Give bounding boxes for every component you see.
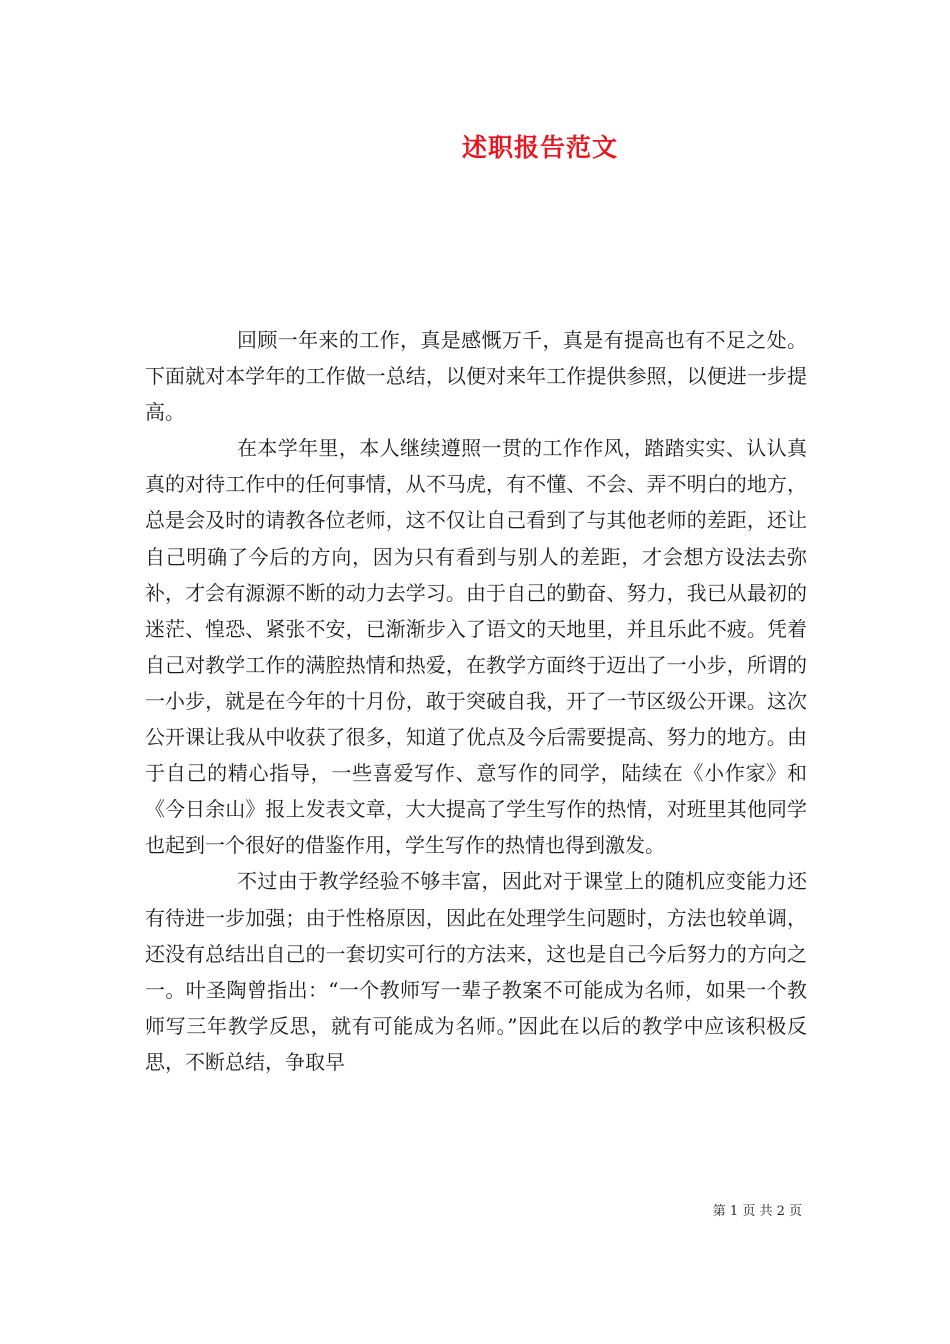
document-body	[145, 322, 807, 1080]
document-title: 述职报告范文	[461, 133, 618, 162]
paragraph-3: 不过由于教学经验不够丰富，因此对于课堂上的随机应变能力还有待进一步加强；由于性格原因，因此在处理学生问题时，方法也较单调，还没有总结出自己的一套切实可行的方法来，这也是自己今后努力的方向之一。叶圣陶曾指出：“一个教师写一辈子教案不可能成为名师，如果一个教师写三年教学反思，就有可能成为名师。”因此在以后的教学中应该积极反思，不断总结，争取早	[145, 869, 807, 1074]
page-number-footer: 第 1 页 共 2 页	[712, 1204, 802, 1219]
paragraph-1: 回顾一年来的工作，真是感慨万千，真是有提高也有不足之处。下面就对本学年的工作做一总结，以便对来年工作提供参照，以便进一步提高。	[145, 328, 807, 425]
paragraph-2: 在本学年里，本人继续遵照一贯的工作作风，踏踏实实、认认真真的对待工作中的任何事情，从不马虎，有不懂、不会、弄不明白的地方，总是会及时的请教各位老师，这不仅让自己看到了与其他老师的差距，还让自己明确了今后的方向，因为只有看到与别人的差距，才会想方设法去弥补，才会有源源不断的动力去学习。由于自己的勤奋、努力，我已从最初的迷茫、惶恐、紧张不安，已渐渐步入了语文的天地里，并且乐此不疲。凭着自己对教学工作的满腔热情和热爱，在教学方面终于迈出了一小步，所谓的一小步，就是在今年的十月份，敢于突破自我，开了一节区级公开课。这次公开课让我从中收获了很多，知道了优点及今后需要提高、努力的地方。由于自己的精心指导，一些喜爱写作、意写作的同学，陆续在《小作家》和《今日余山》报上发表文章，大大提高了学生写作的热情，对班里其他同学也起到一个很好的借鉴作用，学生写作的热情也得到激发。	[145, 436, 807, 858]
